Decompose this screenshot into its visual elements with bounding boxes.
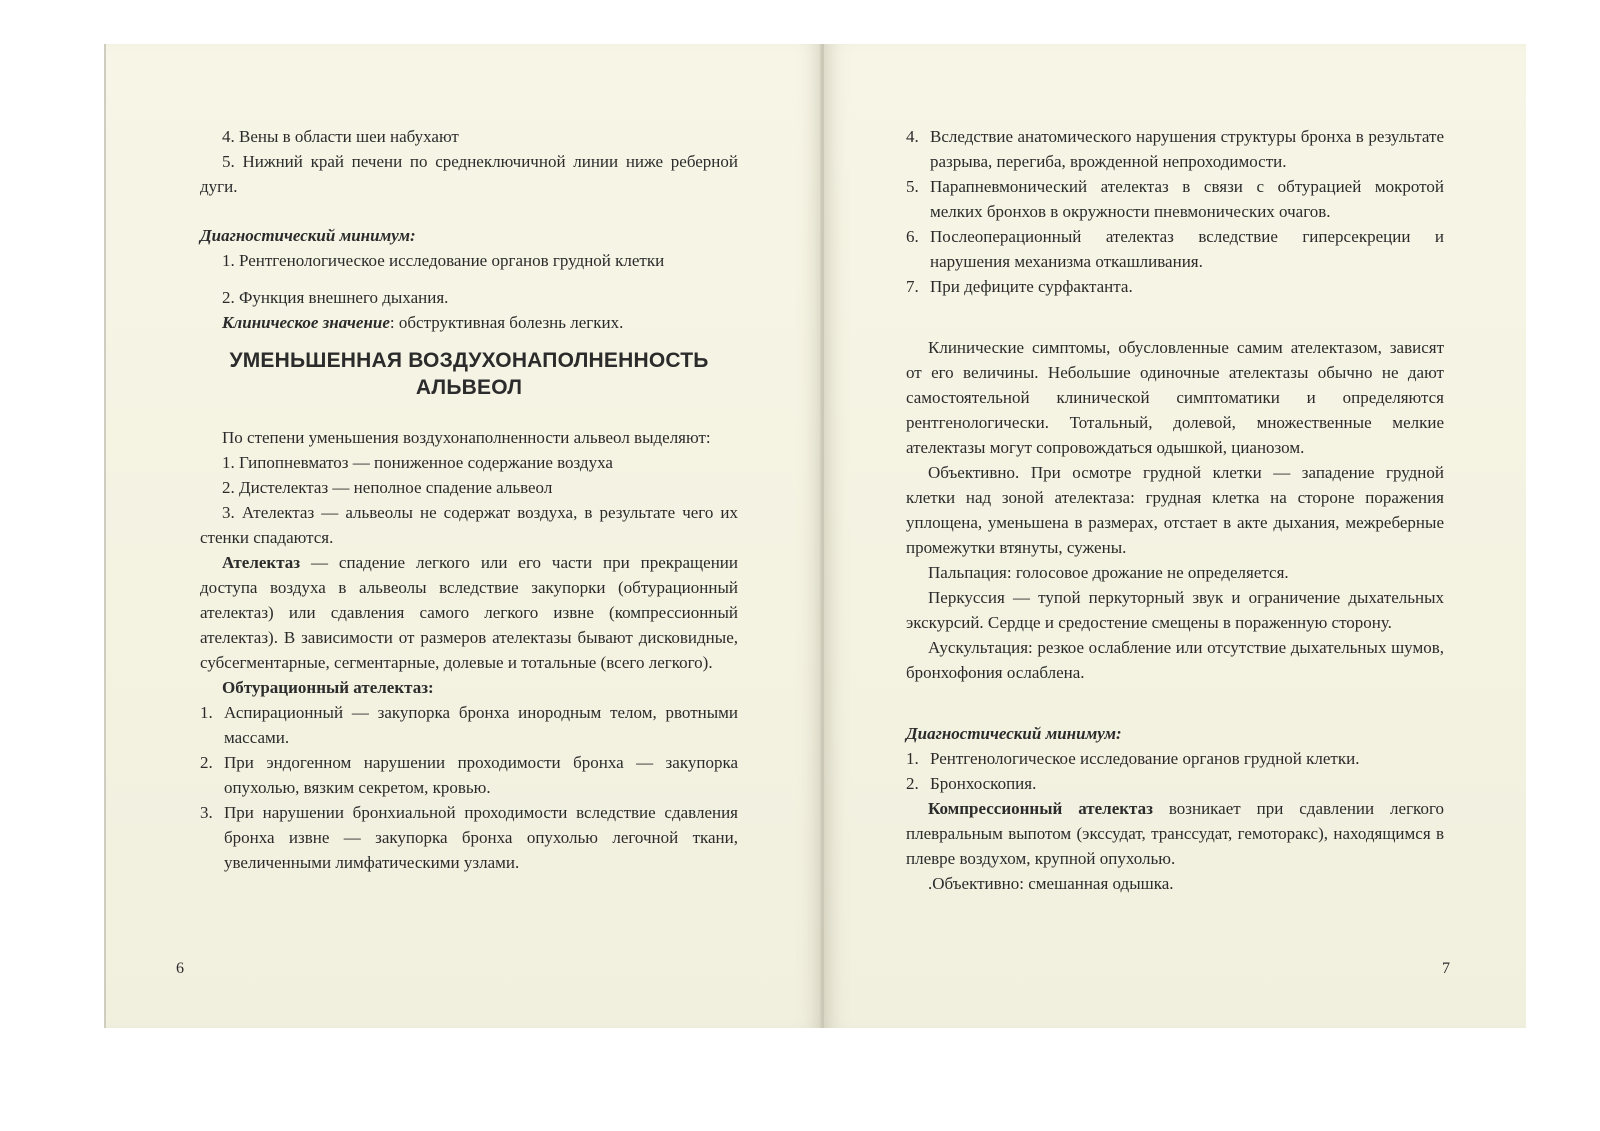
list-item: 3. Ателектаз — альвеолы не содержат воздуха, в результате чего их стенки спадаются. bbox=[200, 503, 739, 547]
list-item: 7. При дефиците сурфактанта. bbox=[906, 277, 1133, 296]
page-number: 6 bbox=[176, 960, 184, 977]
diagnostic-minimum-heading: Диагностический минимум: bbox=[906, 724, 1122, 743]
list-item: 2. Функция внешнего дыхания. bbox=[222, 288, 449, 307]
book-spread bbox=[104, 44, 1526, 1028]
left-page bbox=[104, 44, 822, 1028]
list-item: 5. Нижний край печени по среднеключичной линии ниже реберной дуги. bbox=[200, 152, 738, 196]
clinical-significance: Клиническое значение: обструктивная болезнь легких. bbox=[222, 313, 624, 332]
objective-final: .Объективно: смешанная одышка. bbox=[928, 874, 1174, 893]
palpation-paragraph: Пальпация: голосовое дрожание не определяется. bbox=[928, 563, 1289, 582]
obturation-heading: Обтурационный ателектаз: bbox=[222, 678, 434, 697]
atelectasis-definition: Ателектаз — спадение легкого или его части при прекращении доступа воздуха в альвеолы вследствие закупорки (обтурационный ателектаз) или сдавления самого легкого извне (компрессионный ателектаз). В зависимости от размеров ателектазы бывают дисковидные, субсегментарные, сегментарные, долевые и тотальные (всего легкого). bbox=[200, 553, 738, 672]
auscultation-paragraph: Аускультация: резкое ослабление или отсутствие дыхательных шумов, бронхофония ослаблена. bbox=[906, 638, 1444, 682]
list-item: 1. Рентгенологическое исследование органов грудной клетки. bbox=[906, 749, 1360, 768]
list-item: 2. При эндогенном нарушении проходимости бронха — закупорка опухолью, вязким секретом, кровью. bbox=[200, 753, 738, 797]
right-text-column bbox=[906, 124, 1444, 896]
compression-definition: Компрессионный ателектаз возникает при сдавлении легкого плевральным выпотом (экссудат, транссудат, гемоторакс), находящимся в плевре воздухом, крупной опухолью. bbox=[906, 799, 1444, 868]
list-item: 1. Гипопневматоз — пониженное содержание воздуха bbox=[222, 453, 613, 472]
list-item: 4. Вследствие анатомического нарушения структуры бронха в результате разрыва, перегиба, врожденной непроходимости. bbox=[906, 127, 1444, 171]
right-page bbox=[824, 44, 1526, 1028]
list-item: 6. Послеоперационный ателектаз вследствие гиперсекреции и нарушения механизма откашливания. bbox=[906, 227, 1444, 271]
page-number: 7 bbox=[1442, 960, 1450, 977]
percussion-paragraph: Перкуссия — тупой перкуторный звук и ограничение дыхательных экскурсий. Сердце и средостение смещены в пораженную сторону. bbox=[906, 588, 1444, 632]
list-item: 2. Бронхоскопия. bbox=[906, 774, 1037, 793]
list-item: 5. Парапневмонический ателектаз в связи с обтурацией мокротой мелких бронхов в окружности пневмонических очагов. bbox=[906, 177, 1444, 221]
diagnostic-minimum-heading: Диагностический минимум: bbox=[200, 226, 416, 245]
left-text-column bbox=[200, 124, 738, 875]
objective-paragraph: Объективно. При осмотре грудной клетки — западение грудной клетки над зоной ателектаза: грудная клетка на стороне поражения уплощена, уменьшена в размерах, отстает в акте дыхания, межреберные промежутки втянуты, сужены. bbox=[906, 463, 1444, 557]
list-item: 3. При нарушении бронхиальной проходимости вследствие сдавления бронха извне — закупорка бронха опухолью легочной ткани, увеличенными лимфатическими узлами. bbox=[200, 803, 738, 872]
list-item: 1. Аспирационный — закупорка бронха инородным телом, рвотными массами. bbox=[200, 703, 738, 747]
symptoms-paragraph: Клинические симптомы, обусловленные самим ателектазом, зависят от его величины. Небольшие одиночные ателектазы обычно не дают самостоятельной клинической симптоматики и определяются рентгенологически. Тотальный, долевой, множественные мелкие ателектазы могут сопровождаться одышкой, цианозом. bbox=[906, 338, 1444, 457]
intro-paragraph: По степени уменьшения воздухонаполненности альвеол выделяют: bbox=[222, 428, 711, 447]
section-title: УМЕНЬШЕННАЯ ВОЗДУХОНАПОЛНЕННОСТЬ АЛЬВЕОЛ bbox=[229, 349, 709, 399]
list-item: 2. Дистелектаз — неполное спадение альвеол bbox=[222, 478, 553, 497]
list-item: 1. Рентгенологическое исследование органов грудной клетки bbox=[222, 251, 665, 270]
list-item: 4. Вены в области шеи набухают bbox=[222, 127, 459, 146]
